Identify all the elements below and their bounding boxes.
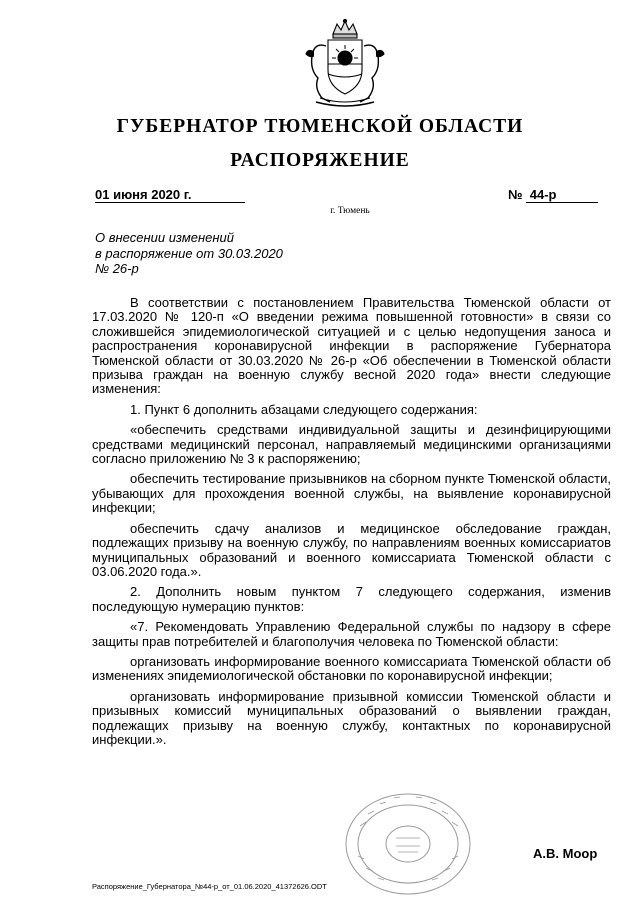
footer-filename: Распоряжение_Губернатора_№44-р_от_01.06.2020_41372626.ODT [92,882,327,891]
number-label: № [508,187,523,202]
document-type-title: РАСПОРЯЖЕНИЕ [230,150,410,171]
signature-name: А.В. Моор [533,846,598,861]
document-subject [95,230,283,277]
subject-line-2: в распоряжение от 30.03.2020 [95,245,283,261]
number-value: 44-р [526,188,598,203]
body-paragraph: 1. Пункт 6 дополнить абзацами следующего содержания: [130,401,478,417]
body-paragraph: «7. Рекомендовать Управлению Федеральной службы по надзору в сфере защиты прав потребителей и благополучия человека по Тюменской области: [92,619,611,649]
document-date: 01 июня 2020 г. [95,188,245,203]
body-paragraph: «обеспечить средствами индивидуальной защиты и дезинфицирующими средствами медицинский персонал, направляемый медицинскими организациями согласно приложению № 3 к распоряжению; [92,422,611,467]
authority-title: ГУБЕРНАТОР ТЮМЕНСКОЙ ОБЛАСТИ [116,116,524,137]
body-paragraph: организовать информирование призывной комиссии Тюменской области и призывных комиссий муниципальных образований о выявлении граждан, подлежащих призыву на военную службу, контактных по коронавирусной инфекции.». [92,688,611,747]
document-number [508,188,604,203]
subject-line-3: № 26-р [95,261,139,276]
body-paragraph: 2. Дополнить новым пунктом 7 следующего содержания, изменив последующую нумерацию пунктов: [92,584,611,614]
city-label: г. Тюмень [330,206,370,216]
body-paragraph: обеспечить тестирование призывников на сборном пункте Тюменской области, убывающих для прохождения военной службы, на выявление коронавирусной инфекции; [92,471,611,516]
official-seal-stamp [338,786,478,896]
coat-of-arms-emblem [300,18,390,110]
subject-line-1: О внесении изменений [95,230,234,245]
document-body [92,296,611,753]
body-paragraph: обеспечить сдачу анализов и медицинское обследование граждан, подлежащих призыву на военную службу, по направлениям военных комиссариатов муниципальных образований и военного комиссариата Тюменской области с 03.06.2020 года.». [92,520,611,579]
body-paragraph: В соответствии с постановлением Правительства Тюменской области от 17.03.2020 № 120-п «О введении режима повышенной готовности» в связи со сложившейся эпидемиологической ситуацией и с целью недопущения заноса и распространения коронавирусной инфекции в распоряжение Губернатора Тюменской области от 30.03.2020 № 26-р «Об обеспечении в Тюменской области призыва граждан на военную службу весной 2020 года» внести следующие изменения: [92,295,611,397]
body-paragraph: организовать информирование военного комиссариата Тюменской области об изменениях эпидемиологической обстановки по коронавирусной инфекции; [92,653,611,684]
